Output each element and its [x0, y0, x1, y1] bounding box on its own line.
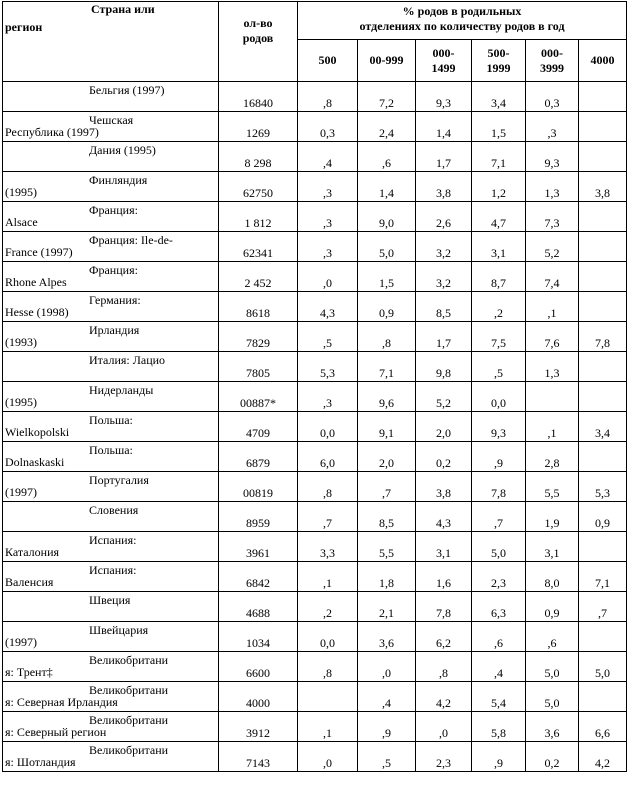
header-col-6: 4000 [579, 40, 627, 82]
percent-cell: 7,6 [526, 322, 579, 352]
births-cell: 6600 [219, 652, 298, 682]
percent-cell: ,3 [526, 112, 579, 142]
percent-cell: 7,4 [526, 262, 579, 292]
percent-cell: 2,6 [416, 202, 472, 232]
region-cell [3, 652, 219, 682]
percent-cell: 7,5 [472, 322, 526, 352]
table-row [3, 712, 627, 742]
percent-cell: 5,5 [526, 472, 579, 502]
percent-cell: 5,8 [472, 712, 526, 742]
percent-cell: 1,4 [358, 172, 416, 202]
region-name-line2: Республика (1997) [5, 125, 99, 139]
percent-cell: 0,0 [298, 622, 358, 652]
region-name-line2: (1997) [5, 635, 37, 649]
table-row [3, 322, 627, 352]
table-row [3, 262, 627, 292]
region-cell [3, 82, 219, 112]
region-name-line2: Rhone Alpes [5, 275, 67, 289]
percent-cell: ,0 [416, 712, 472, 742]
region-cell [3, 442, 219, 472]
region-name-line1: Чешская [89, 113, 134, 127]
percent-cell [579, 682, 627, 712]
percent-cell: 7,3 [526, 202, 579, 232]
births-cell: 00819 [219, 472, 298, 502]
percent-cell: 5,4 [472, 682, 526, 712]
region-cell [3, 352, 219, 382]
births-cell: 62750 [219, 172, 298, 202]
births-cell: 7829 [219, 322, 298, 352]
table-row [3, 292, 627, 322]
percent-cell: 1,4 [416, 112, 472, 142]
header-col-4: 500- 1999 [472, 40, 526, 82]
region-cell [3, 472, 219, 502]
percent-cell: ,6 [526, 622, 579, 652]
region-cell [3, 742, 219, 772]
region-cell [3, 532, 219, 562]
percent-cell [579, 232, 627, 262]
percent-cell: 5,2 [416, 382, 472, 412]
region-name-line2: Wielkopolski [5, 425, 70, 439]
region-name-line2: я: Шотландия [5, 755, 76, 769]
region-name-line2: я: Северный регион [5, 725, 107, 739]
region-cell [3, 382, 219, 412]
births-cell: 8 298 [219, 142, 298, 172]
percent-cell: 3,8 [579, 172, 627, 202]
percent-cell: 3,3 [298, 532, 358, 562]
percent-cell: 2,0 [358, 442, 416, 472]
region-cell [3, 172, 219, 202]
percent-cell: 0,9 [579, 502, 627, 532]
percent-cell [579, 442, 627, 472]
percent-cell: 8,5 [358, 502, 416, 532]
region-name-line1: Франция: Ile-de- [89, 233, 173, 247]
percent-cell: 4,7 [472, 202, 526, 232]
percent-cell [579, 352, 627, 382]
births-cell: 3961 [219, 532, 298, 562]
region-name-line2: Hesse (1998) [5, 305, 69, 319]
table-row [3, 172, 627, 202]
percent-cell: ,9 [472, 442, 526, 472]
table-row [3, 382, 627, 412]
region-cell [3, 262, 219, 292]
percent-cell: 3,6 [358, 622, 416, 652]
region-name-line1: Бельгия (1997) [89, 83, 165, 97]
percent-cell: 1,7 [416, 142, 472, 172]
percent-cell: 0,0 [472, 382, 526, 412]
percent-cell: 2,3 [472, 562, 526, 592]
percent-cell: 3,1 [526, 532, 579, 562]
percent-cell: 9,3 [472, 412, 526, 442]
percent-cell: 4,3 [298, 292, 358, 322]
region-name-line1: Польша: [89, 413, 133, 427]
percent-cell [526, 382, 579, 412]
region-name-line2: (1995) [5, 185, 37, 199]
percent-cell: 5,0 [472, 532, 526, 562]
percent-cell: ,8 [298, 652, 358, 682]
table-row [3, 352, 627, 382]
percent-cell: ,0 [358, 652, 416, 682]
header-region-top: Страна или [91, 2, 155, 16]
region-cell [3, 232, 219, 262]
percent-cell: 3,4 [472, 82, 526, 112]
births-cell: 7143 [219, 742, 298, 772]
percent-cell: 2,1 [358, 592, 416, 622]
births-cell: 4000 [219, 682, 298, 712]
percent-cell: 0,3 [526, 82, 579, 112]
region-name-line1: Франция: [89, 263, 138, 277]
percent-cell: ,1 [298, 562, 358, 592]
percent-cell: 7,1 [579, 562, 627, 592]
percent-cell [579, 262, 627, 292]
percent-cell: 9,6 [358, 382, 416, 412]
percent-cell: 6,6 [579, 712, 627, 742]
percent-cell: 0,9 [526, 592, 579, 622]
percent-cell: 3,4 [579, 412, 627, 442]
percent-cell [579, 532, 627, 562]
percent-cell: ,5 [472, 352, 526, 382]
percent-cell: ,7 [579, 592, 627, 622]
percent-cell [579, 142, 627, 172]
percent-cell: 7,1 [472, 142, 526, 172]
region-name-line1: Польша: [89, 443, 133, 457]
region-cell [3, 592, 219, 622]
percent-cell: 7,8 [416, 592, 472, 622]
percent-cell: ,8 [416, 652, 472, 682]
percent-cell: 1,5 [358, 262, 416, 292]
percent-cell: 5,0 [526, 682, 579, 712]
table-row [3, 82, 627, 112]
region-name-line1: Нидерланды [89, 383, 154, 397]
region-cell [3, 292, 219, 322]
region-name-line2: я: Северная Ирландия [5, 695, 118, 709]
table-body [3, 82, 627, 772]
region-name-line1: Великобритани [89, 713, 169, 727]
percent-cell: 6,2 [416, 622, 472, 652]
header-col-2: 00-999 [358, 40, 416, 82]
region-name-line2: Каталония [5, 545, 60, 559]
region-cell [3, 202, 219, 232]
region-name-line1: Италия: Лацио [89, 353, 166, 367]
table-row [3, 682, 627, 712]
percent-cell: 3,8 [416, 472, 472, 502]
table-row [3, 202, 627, 232]
births-cell: 7805 [219, 352, 298, 382]
percent-cell [579, 112, 627, 142]
table-row [3, 562, 627, 592]
percent-cell: ,3 [298, 382, 358, 412]
births-cell: 62341 [219, 232, 298, 262]
header-col-3: 000- 1499 [416, 40, 472, 82]
births-cell: 00887* [219, 382, 298, 412]
percent-cell: ,0 [298, 742, 358, 772]
percent-cell: 7,1 [358, 352, 416, 382]
region-name-line2: (1995) [5, 395, 37, 409]
percent-cell [579, 292, 627, 322]
percent-cell: 3,1 [416, 532, 472, 562]
percent-cell: 1,5 [472, 112, 526, 142]
percent-cell: ,7 [358, 472, 416, 502]
percent-cell: 3,8 [416, 172, 472, 202]
percent-cell: 9,1 [358, 412, 416, 442]
table-row [3, 502, 627, 532]
table-row [3, 232, 627, 262]
header-births [219, 2, 298, 82]
percent-cell: ,7 [472, 502, 526, 532]
percent-cell: 6,3 [472, 592, 526, 622]
percent-cell: 9,0 [358, 202, 416, 232]
region-name-line1: Ирландия [89, 323, 140, 337]
region-cell [3, 412, 219, 442]
percent-cell: 1,9 [526, 502, 579, 532]
percent-cell: 5,0 [579, 652, 627, 682]
header-col-5: 000- 3999 [526, 40, 579, 82]
region-name-line1: Великобритани [89, 743, 169, 757]
table-row [3, 652, 627, 682]
percent-cell: 3,6 [526, 712, 579, 742]
percent-cell: 1,6 [416, 562, 472, 592]
region-cell [3, 712, 219, 742]
region-name-line1: Португалия [89, 473, 149, 487]
percent-cell: 8,0 [526, 562, 579, 592]
percent-cell: 5,0 [358, 232, 416, 262]
percent-cell: 6,0 [298, 442, 358, 472]
percent-cell: 4,2 [579, 742, 627, 772]
region-name-line2: (1993) [5, 335, 37, 349]
region-cell [3, 112, 219, 142]
percent-cell: 2,4 [358, 112, 416, 142]
percent-cell [579, 82, 627, 112]
region-name-line1: Швейцария [89, 623, 149, 637]
table-row [3, 412, 627, 442]
births-cell: 8959 [219, 502, 298, 532]
percent-cell: 0,0 [298, 412, 358, 442]
percent-cell: 9,8 [416, 352, 472, 382]
percent-cell: 1,3 [526, 172, 579, 202]
percent-cell: ,7 [298, 502, 358, 532]
percent-cell: ,6 [472, 622, 526, 652]
births-cell: 1 812 [219, 202, 298, 232]
percent-cell: 0,2 [416, 442, 472, 472]
header-percent [298, 2, 627, 40]
percent-cell: ,5 [358, 742, 416, 772]
percent-cell: ,4 [472, 652, 526, 682]
percent-cell: ,4 [358, 682, 416, 712]
percent-cell: ,1 [298, 712, 358, 742]
percent-cell: 5,5 [358, 532, 416, 562]
percent-cell: 2,3 [416, 742, 472, 772]
region-cell [3, 142, 219, 172]
percent-cell: 9,3 [416, 82, 472, 112]
percent-cell: 7,8 [579, 322, 627, 352]
percent-cell: ,3 [298, 202, 358, 232]
births-cell: 3912 [219, 712, 298, 742]
percent-cell: 1,7 [416, 322, 472, 352]
percent-cell: ,6 [358, 142, 416, 172]
births-cell: 6879 [219, 442, 298, 472]
births-cell: 6842 [219, 562, 298, 592]
header-births-label: ол-во родов [242, 16, 274, 45]
percent-cell [579, 202, 627, 232]
percent-cell: 7,2 [358, 82, 416, 112]
region-name-line2: (1997) [5, 485, 37, 499]
table-row [3, 592, 627, 622]
births-table [2, 1, 627, 772]
region-name-line2: Alsace [5, 215, 38, 229]
table-row [3, 532, 627, 562]
percent-cell: ,2 [472, 292, 526, 322]
region-name-line2: Валенсия [5, 575, 54, 589]
percent-cell: 3,1 [472, 232, 526, 262]
percent-cell: ,1 [526, 412, 579, 442]
percent-cell [579, 382, 627, 412]
percent-cell: ,2 [298, 592, 358, 622]
region-name-line1: Швеция [89, 593, 131, 607]
region-name-line1: Великобритани [89, 653, 169, 667]
region-name-line1: Финляндия [89, 173, 148, 187]
births-cell: 4709 [219, 412, 298, 442]
percent-cell: 1,8 [358, 562, 416, 592]
header-percent-line2: отделениях по количеству родов в год [359, 19, 565, 33]
percent-cell: 7,8 [472, 472, 526, 502]
percent-cell: 5,0 [526, 652, 579, 682]
table-row [3, 142, 627, 172]
percent-cell: 5,3 [298, 352, 358, 382]
table-row [3, 442, 627, 472]
percent-cell [579, 622, 627, 652]
region-cell [3, 622, 219, 652]
percent-cell: 3,2 [416, 232, 472, 262]
births-cell: 1269 [219, 112, 298, 142]
percent-cell: 0,9 [358, 292, 416, 322]
percent-cell: ,0 [298, 262, 358, 292]
percent-cell: 8,5 [416, 292, 472, 322]
region-name-line2: Dolnaskaski [5, 455, 65, 469]
percent-cell: 2,0 [416, 412, 472, 442]
region-name-line1: Германия: [89, 293, 141, 307]
region-cell [3, 562, 219, 592]
percent-cell: 0,3 [298, 112, 358, 142]
percent-cell: ,4 [298, 142, 358, 172]
percent-cell: 9,3 [526, 142, 579, 172]
percent-cell: ,8 [298, 82, 358, 112]
percent-cell: ,1 [526, 292, 579, 322]
births-cell: 1034 [219, 622, 298, 652]
births-cell: 2 452 [219, 262, 298, 292]
header-region-bottom: регион [5, 20, 43, 34]
births-cell: 16840 [219, 82, 298, 112]
region-name-line1: Дания (1995) [89, 143, 156, 157]
table-row [3, 742, 627, 772]
percent-cell: ,5 [298, 322, 358, 352]
percent-cell: 1,3 [526, 352, 579, 382]
percent-cell: 1,2 [472, 172, 526, 202]
region-name-line2: France (1997) [5, 245, 73, 259]
header-col-1: 500 [298, 40, 358, 82]
table-row [3, 622, 627, 652]
percent-cell: 8,7 [472, 262, 526, 292]
header-percent-line1: % родов в родильных [402, 4, 522, 18]
percent-cell: ,3 [298, 172, 358, 202]
births-cell: 8618 [219, 292, 298, 322]
percent-cell: 2,8 [526, 442, 579, 472]
percent-cell: ,8 [298, 472, 358, 502]
percent-cell: ,8 [358, 322, 416, 352]
percent-cell [298, 682, 358, 712]
percent-cell: ,3 [298, 232, 358, 262]
region-cell [3, 682, 219, 712]
percent-cell: ,9 [472, 742, 526, 772]
region-name-line2: я: Трент‡ [5, 665, 53, 679]
percent-cell: 4,2 [416, 682, 472, 712]
region-name-line1: Словения [89, 503, 139, 517]
births-cell: 4688 [219, 592, 298, 622]
table-row [3, 472, 627, 502]
region-name-line1: Испания: [89, 533, 137, 547]
percent-cell: 0,2 [526, 742, 579, 772]
table-row [3, 112, 627, 142]
percent-cell: 5,2 [526, 232, 579, 262]
region-cell [3, 502, 219, 532]
region-name-line1: Великобритани [89, 683, 169, 697]
region-cell [3, 322, 219, 352]
percent-cell: ,9 [358, 712, 416, 742]
region-name-line1: Испания: [89, 563, 137, 577]
header-region [3, 2, 219, 82]
region-name-line1: Франция: [89, 203, 138, 217]
percent-cell: 3,2 [416, 262, 472, 292]
percent-cell: 4,3 [416, 502, 472, 532]
percent-cell: 5,3 [579, 472, 627, 502]
